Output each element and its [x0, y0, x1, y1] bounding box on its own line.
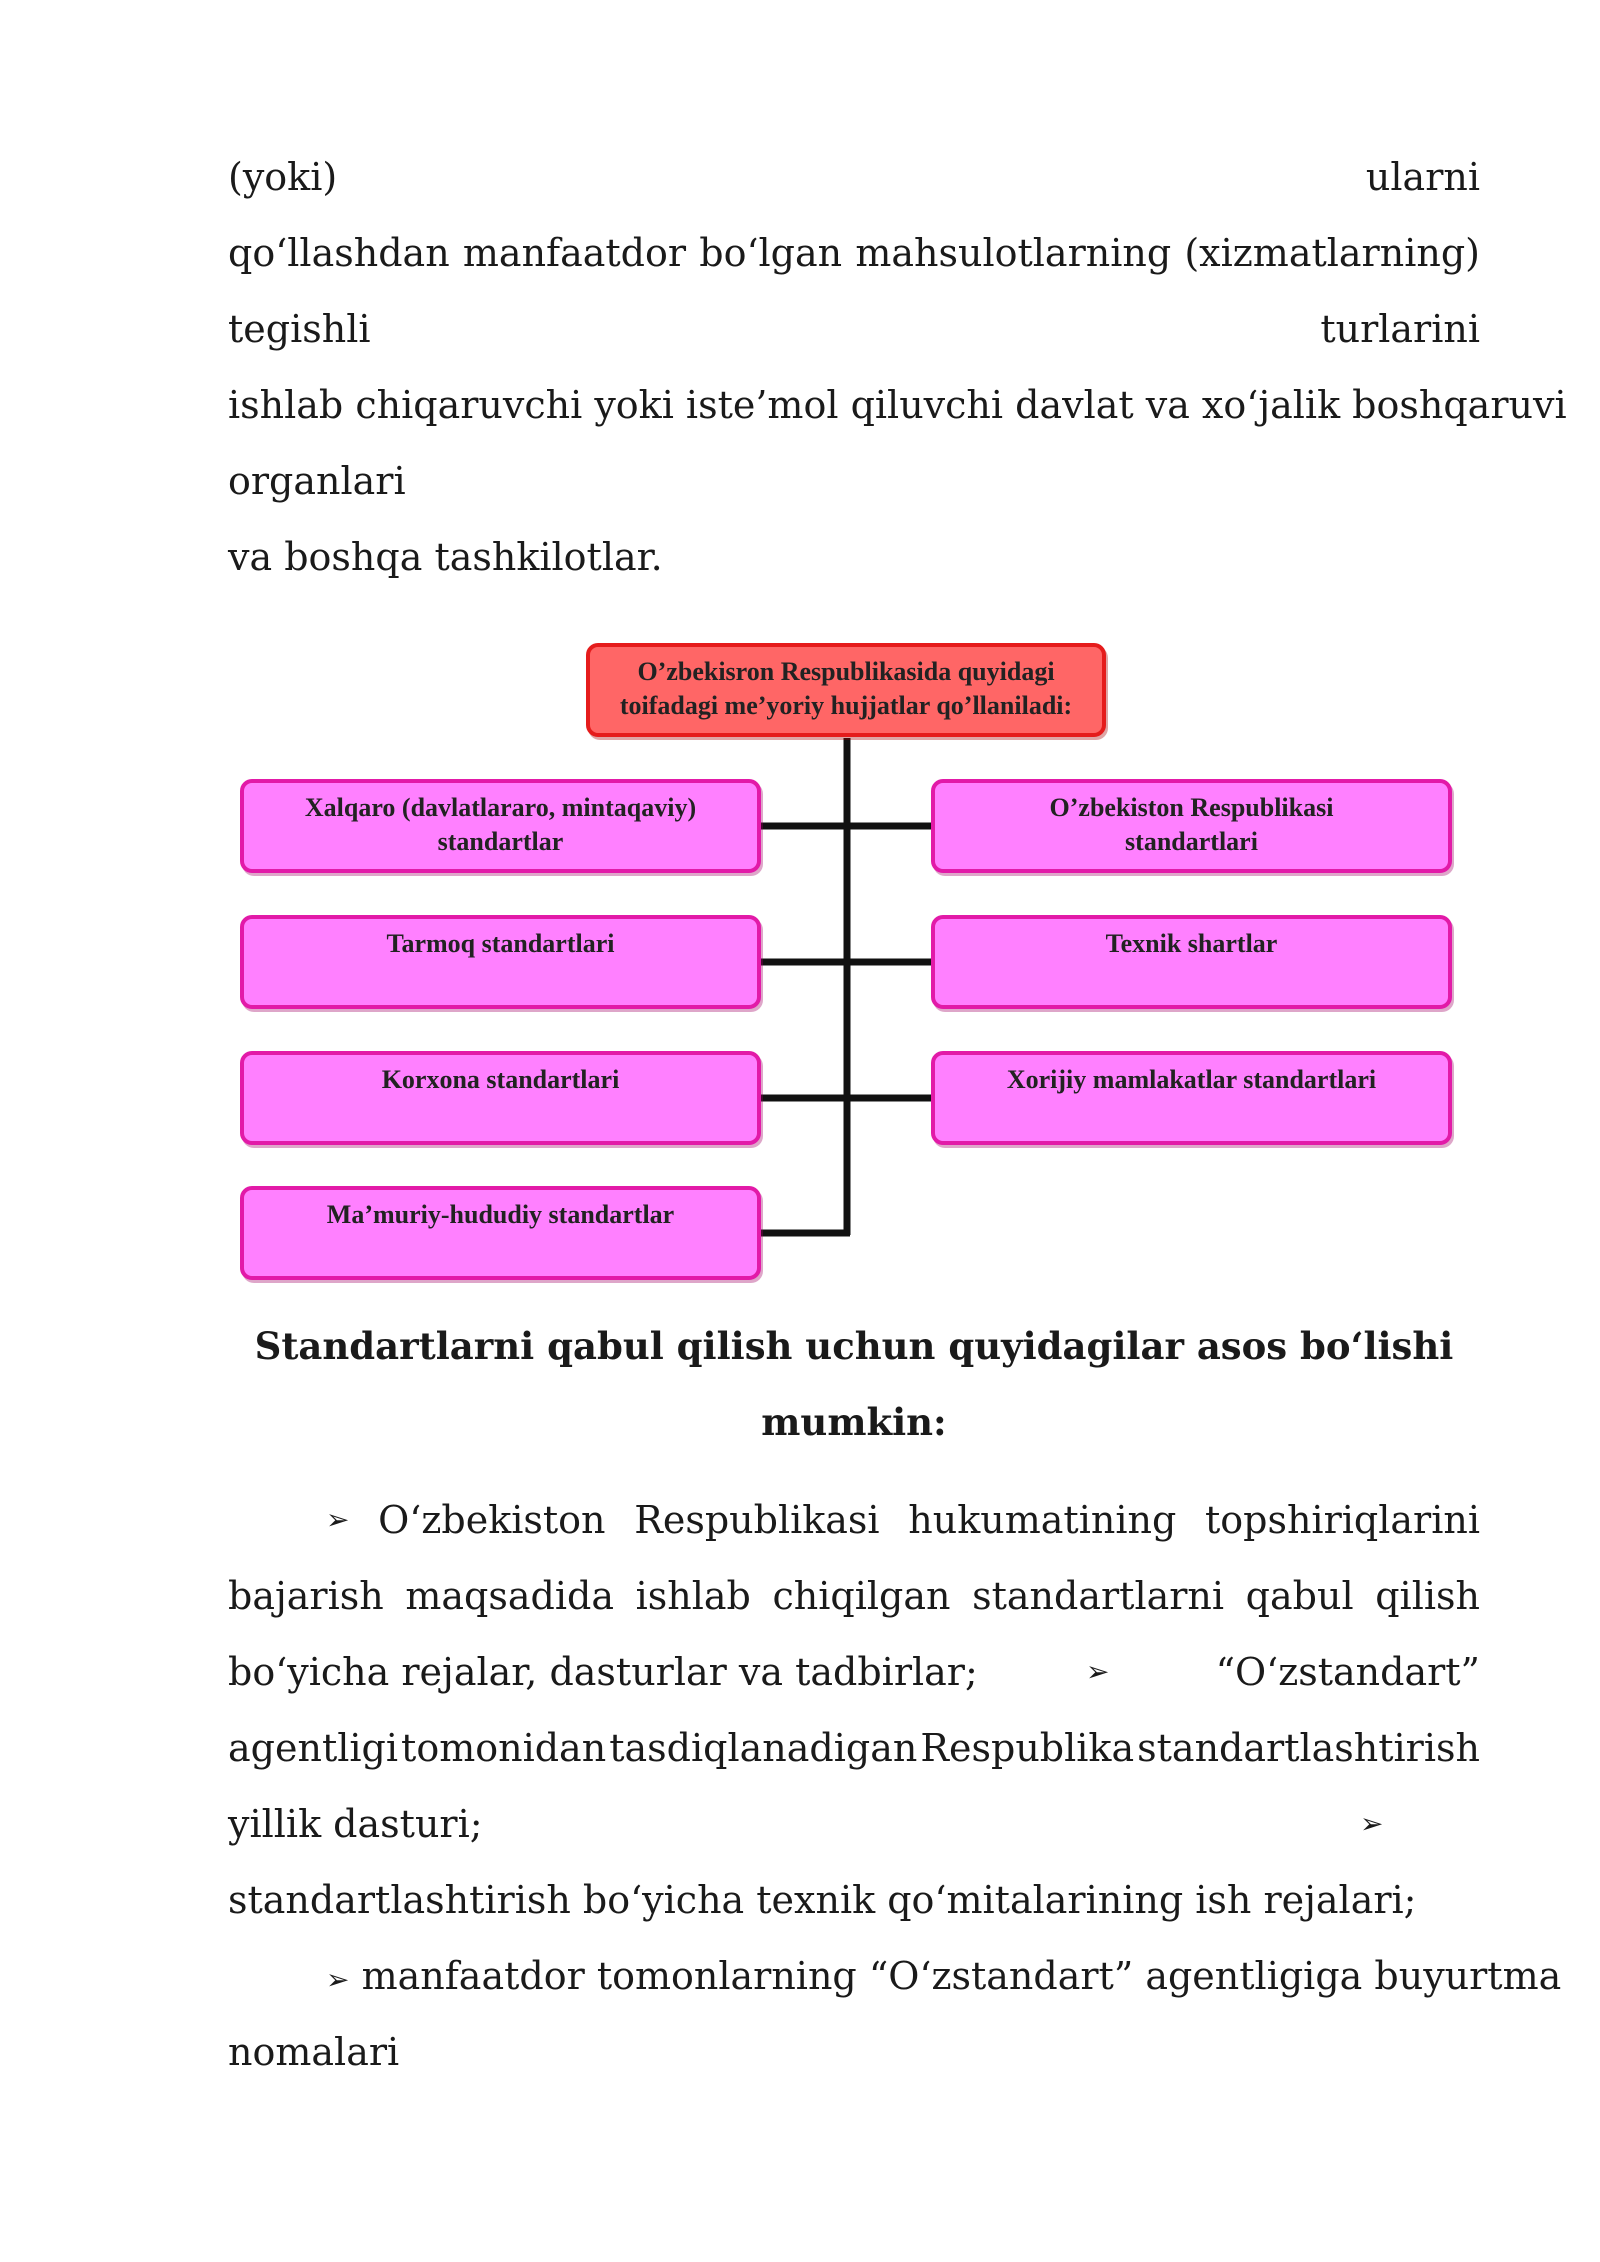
text-segment: bo‘yicha rejalar, dasturlar va tadbirlar;: [228, 1650, 978, 1694]
text-line: [228, 1710, 1480, 1786]
text-line: [326, 1482, 1480, 1558]
text-word: maqsadida: [405, 1574, 614, 1618]
box-line-1: Texnik shartlar: [1105, 929, 1278, 958]
text-line: organlari: [228, 459, 406, 503]
diagram-box-right-1: [931, 779, 1452, 873]
text-line: [228, 139, 1480, 215]
root-line-1: O’zbekisron Respublikasida quyidagi: [637, 657, 1055, 686]
bullet-arrow-icon: ➢: [326, 1963, 350, 1996]
text-word: qilish: [1375, 1574, 1480, 1618]
section-heading-line-1: Standartlarni qabul qilish uchun quyidagilar asos bo‘lishi: [254, 1324, 1454, 1368]
text-line: [326, 1938, 1562, 2014]
text-line: [228, 291, 1480, 367]
text-line: nomalari: [228, 2030, 400, 2074]
text-word: Respublika: [920, 1726, 1135, 1770]
text-word: mahsulotlarning: [855, 231, 1172, 275]
text-segment: yillik dasturi;: [228, 1802, 483, 1846]
diagram-root-box: [586, 643, 1106, 737]
text-word: bo‘lgan: [699, 231, 843, 275]
text-line: [228, 215, 1480, 291]
diagram-box-right-3: [931, 1051, 1452, 1145]
text-word: Respublikasi: [634, 1498, 880, 1542]
box-line-1: Tarmoq standartlari: [386, 929, 615, 958]
box-line-2: standartlari: [1125, 827, 1258, 856]
bullet-arrow-icon: ➢: [326, 1503, 350, 1536]
box-line-1: Xorijiy mamlakatlar standartlari: [1006, 1065, 1377, 1094]
root-line-2: toifadagi me’yoriy hujjatlar qo’llaniladi:: [619, 691, 1073, 720]
text-line: standartlashtirish bo‘yicha texnik qo‘mitalarining ish rejalari;: [228, 1878, 1417, 1922]
bullet-arrow-icon: ➢: [1360, 1807, 1384, 1840]
text-word: chiqilgan: [772, 1574, 951, 1618]
text-line: ishlab chiqaruvchi yoki iste’mol qiluvchi davlat va xo‘jalik boshqaruvi: [228, 383, 1567, 427]
box-line-1: Ma’muriy-hududiy standartlar: [326, 1200, 675, 1229]
diagram-box-left-1: [240, 779, 761, 873]
text-word: O‘zbekiston: [378, 1498, 606, 1542]
section-heading-line-2: mumkin:: [761, 1400, 947, 1444]
text-word: bajarish: [228, 1574, 384, 1618]
text-line: [228, 1558, 1480, 1634]
text-word: ularni: [1365, 155, 1480, 199]
text-word: qabul: [1245, 1574, 1354, 1618]
text-segment: manfaatdor tomonlarning “O‘zstandart” agentligiga buyurtma: [361, 1954, 1562, 1998]
diagram-box-left-4: [240, 1186, 761, 1280]
text-word: qo‘llashdan: [228, 231, 450, 275]
text-line: [228, 1634, 1480, 1710]
box-line-1: Xalqaro (davlatlararo, mintaqaviy): [304, 793, 697, 822]
diagram-box-left-2: [240, 915, 761, 1009]
text-word: standartlarni: [972, 1574, 1225, 1618]
text-word: agentligi: [228, 1726, 398, 1770]
text-word: ishlab: [635, 1574, 751, 1618]
text-word: manfaatdor: [462, 231, 687, 275]
text-line: va boshqa tashkilotlar.: [228, 535, 663, 579]
text-word: hukumatining: [908, 1498, 1177, 1542]
text-word: turlarini: [1320, 307, 1480, 351]
text-word: tasdiqlanadigan: [609, 1726, 918, 1770]
box-line-1: Korxona standartlari: [381, 1065, 620, 1094]
text-word: (yoki): [228, 155, 338, 199]
text-word: tegishli: [228, 307, 371, 351]
bullet-arrow-icon: ➢: [1086, 1655, 1110, 1688]
text-line: [228, 1786, 1480, 1862]
box-line-2: standartlar: [437, 827, 564, 856]
text-word: standartlashtirish: [1137, 1726, 1480, 1770]
text-word: topshiriqlarini: [1204, 1498, 1480, 1542]
diagram-box-left-3: [240, 1051, 761, 1145]
text-word: “O‘zstandart”: [1215, 1650, 1480, 1694]
box-line-1: O’zbekiston Respublikasi: [1049, 793, 1334, 822]
text-word: (xizmatlarning): [1184, 231, 1480, 275]
diagram-box-right-2: [931, 915, 1452, 1009]
text-word: tomonidan: [401, 1726, 607, 1770]
